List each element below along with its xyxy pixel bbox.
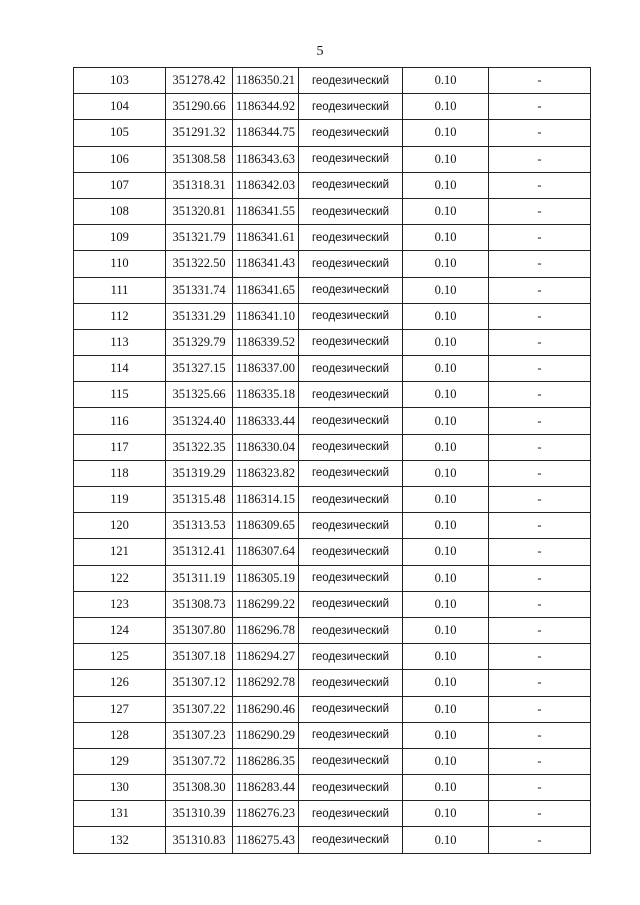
note-cell: - <box>489 670 591 696</box>
x-coordinate-cell: 351318.31 <box>166 172 233 198</box>
x-coordinate-cell: 351307.80 <box>166 617 233 643</box>
y-coordinate-cell: 1186292.78 <box>233 670 299 696</box>
method-cell: геодезический <box>299 539 403 565</box>
x-coordinate-cell: 351311.19 <box>166 565 233 591</box>
method-cell: геодезический <box>299 251 403 277</box>
x-coordinate-cell: 351319.29 <box>166 460 233 486</box>
method-cell: геодезический <box>299 382 403 408</box>
point-number-cell: 109 <box>74 225 166 251</box>
y-coordinate-cell: 1186335.18 <box>233 382 299 408</box>
note-cell: - <box>489 146 591 172</box>
table-row <box>74 801 591 827</box>
coordinates-table <box>73 67 591 854</box>
point-number-cell: 126 <box>74 670 166 696</box>
point-number-cell: 121 <box>74 539 166 565</box>
table-row <box>74 670 591 696</box>
table-row <box>74 644 591 670</box>
y-coordinate-cell: 1186307.64 <box>233 539 299 565</box>
table-row <box>74 356 591 382</box>
y-coordinate-cell: 1186330.04 <box>233 434 299 460</box>
note-cell: - <box>489 801 591 827</box>
y-coordinate-cell: 1186309.65 <box>233 513 299 539</box>
table-row <box>74 434 591 460</box>
note-cell: - <box>489 617 591 643</box>
point-number-cell: 129 <box>74 748 166 774</box>
table-row <box>74 198 591 224</box>
point-number-cell: 120 <box>74 513 166 539</box>
point-number-cell: 107 <box>74 172 166 198</box>
page-number: 5 <box>316 44 324 59</box>
accuracy-cell: 0.10 <box>403 565 489 591</box>
accuracy-cell: 0.10 <box>403 513 489 539</box>
method-cell: геодезический <box>299 565 403 591</box>
x-coordinate-cell: 351307.72 <box>166 748 233 774</box>
x-coordinate-cell: 351320.81 <box>166 198 233 224</box>
y-coordinate-cell: 1186341.43 <box>233 251 299 277</box>
table-row <box>74 696 591 722</box>
point-number-cell: 106 <box>74 146 166 172</box>
note-cell: - <box>489 198 591 224</box>
point-number-cell: 119 <box>74 487 166 513</box>
y-coordinate-cell: 1186296.78 <box>233 617 299 643</box>
accuracy-cell: 0.10 <box>403 434 489 460</box>
note-cell: - <box>489 94 591 120</box>
x-coordinate-cell: 351307.23 <box>166 722 233 748</box>
x-coordinate-cell: 351331.29 <box>166 303 233 329</box>
method-cell: геодезический <box>299 146 403 172</box>
method-cell: геодезический <box>299 172 403 198</box>
note-cell: - <box>489 696 591 722</box>
note-cell: - <box>489 591 591 617</box>
point-number-cell: 118 <box>74 460 166 486</box>
y-coordinate-cell: 1186343.63 <box>233 146 299 172</box>
accuracy-cell: 0.10 <box>403 748 489 774</box>
x-coordinate-cell: 351278.42 <box>166 68 233 94</box>
accuracy-cell: 0.10 <box>403 539 489 565</box>
point-number-cell: 117 <box>74 434 166 460</box>
point-number-cell: 110 <box>74 251 166 277</box>
method-cell: геодезический <box>299 94 403 120</box>
accuracy-cell: 0.10 <box>403 225 489 251</box>
y-coordinate-cell: 1186337.00 <box>233 356 299 382</box>
note-cell: - <box>489 382 591 408</box>
accuracy-cell: 0.10 <box>403 670 489 696</box>
accuracy-cell: 0.10 <box>403 68 489 94</box>
accuracy-cell: 0.10 <box>403 94 489 120</box>
method-cell: геодезический <box>299 68 403 94</box>
note-cell: - <box>489 460 591 486</box>
note-cell: - <box>489 408 591 434</box>
method-cell: геодезический <box>299 487 403 513</box>
method-cell: геодезический <box>299 748 403 774</box>
table-row <box>74 382 591 408</box>
x-coordinate-cell: 351313.53 <box>166 513 233 539</box>
y-coordinate-cell: 1186314.15 <box>233 487 299 513</box>
note-cell: - <box>489 513 591 539</box>
note-cell: - <box>489 434 591 460</box>
accuracy-cell: 0.10 <box>403 172 489 198</box>
point-number-cell: 130 <box>74 775 166 801</box>
x-coordinate-cell: 351308.58 <box>166 146 233 172</box>
accuracy-cell: 0.10 <box>403 198 489 224</box>
y-coordinate-cell: 1186341.55 <box>233 198 299 224</box>
x-coordinate-cell: 351307.18 <box>166 644 233 670</box>
y-coordinate-cell: 1186323.82 <box>233 460 299 486</box>
accuracy-cell: 0.10 <box>403 146 489 172</box>
point-number-cell: 128 <box>74 722 166 748</box>
x-coordinate-cell: 351307.22 <box>166 696 233 722</box>
x-coordinate-cell: 351329.79 <box>166 329 233 355</box>
point-number-cell: 123 <box>74 591 166 617</box>
accuracy-cell: 0.10 <box>403 329 489 355</box>
note-cell: - <box>489 329 591 355</box>
table-row <box>74 513 591 539</box>
accuracy-cell: 0.10 <box>403 775 489 801</box>
table-row <box>74 487 591 513</box>
y-coordinate-cell: 1186276.23 <box>233 801 299 827</box>
accuracy-cell: 0.10 <box>403 120 489 146</box>
x-coordinate-cell: 351325.66 <box>166 382 233 408</box>
table-row <box>74 591 591 617</box>
y-coordinate-cell: 1186341.61 <box>233 225 299 251</box>
accuracy-cell: 0.10 <box>403 696 489 722</box>
note-cell: - <box>489 225 591 251</box>
method-cell: геодезический <box>299 225 403 251</box>
y-coordinate-cell: 1186341.10 <box>233 303 299 329</box>
point-number-cell: 131 <box>74 801 166 827</box>
x-coordinate-cell: 351290.66 <box>166 94 233 120</box>
x-coordinate-cell: 351322.35 <box>166 434 233 460</box>
table-row <box>74 408 591 434</box>
note-cell: - <box>489 251 591 277</box>
method-cell: геодезический <box>299 460 403 486</box>
y-coordinate-cell: 1186290.46 <box>233 696 299 722</box>
y-coordinate-cell: 1186290.29 <box>233 722 299 748</box>
point-number-cell: 132 <box>74 827 166 853</box>
table-row <box>74 68 591 94</box>
note-cell: - <box>489 748 591 774</box>
table-row <box>74 120 591 146</box>
table-row <box>74 748 591 774</box>
table-row <box>74 172 591 198</box>
method-cell: геодезический <box>299 591 403 617</box>
accuracy-cell: 0.10 <box>403 487 489 513</box>
y-coordinate-cell: 1186299.22 <box>233 591 299 617</box>
table-row <box>74 146 591 172</box>
method-cell: геодезический <box>299 356 403 382</box>
note-cell: - <box>489 775 591 801</box>
table-row <box>74 827 591 853</box>
method-cell: геодезический <box>299 827 403 853</box>
accuracy-cell: 0.10 <box>403 408 489 434</box>
y-coordinate-cell: 1186286.35 <box>233 748 299 774</box>
point-number-cell: 105 <box>74 120 166 146</box>
note-cell: - <box>489 539 591 565</box>
table-row <box>74 539 591 565</box>
note-cell: - <box>489 487 591 513</box>
x-coordinate-cell: 351307.12 <box>166 670 233 696</box>
table-row <box>74 225 591 251</box>
accuracy-cell: 0.10 <box>403 460 489 486</box>
accuracy-cell: 0.10 <box>403 303 489 329</box>
accuracy-cell: 0.10 <box>403 617 489 643</box>
point-number-cell: 108 <box>74 198 166 224</box>
method-cell: геодезический <box>299 198 403 224</box>
y-coordinate-cell: 1186341.65 <box>233 277 299 303</box>
method-cell: геодезический <box>299 434 403 460</box>
y-coordinate-cell: 1186305.19 <box>233 565 299 591</box>
method-cell: геодезический <box>299 722 403 748</box>
y-coordinate-cell: 1186344.92 <box>233 94 299 120</box>
point-number-cell: 111 <box>74 277 166 303</box>
x-coordinate-cell: 351315.48 <box>166 487 233 513</box>
y-coordinate-cell: 1186350.21 <box>233 68 299 94</box>
table-row <box>74 277 591 303</box>
y-coordinate-cell: 1186333.44 <box>233 408 299 434</box>
note-cell: - <box>489 277 591 303</box>
x-coordinate-cell: 351312.41 <box>166 539 233 565</box>
note-cell: - <box>489 172 591 198</box>
x-coordinate-cell: 351331.74 <box>166 277 233 303</box>
x-coordinate-cell: 351310.39 <box>166 801 233 827</box>
note-cell: - <box>489 68 591 94</box>
note-cell: - <box>489 120 591 146</box>
x-coordinate-cell: 351291.32 <box>166 120 233 146</box>
method-cell: геодезический <box>299 644 403 670</box>
method-cell: геодезический <box>299 775 403 801</box>
accuracy-cell: 0.10 <box>403 722 489 748</box>
y-coordinate-cell: 1186342.03 <box>233 172 299 198</box>
note-cell: - <box>489 722 591 748</box>
x-coordinate-cell: 351324.40 <box>166 408 233 434</box>
y-coordinate-cell: 1186339.52 <box>233 329 299 355</box>
method-cell: геодезический <box>299 696 403 722</box>
point-number-cell: 113 <box>74 329 166 355</box>
note-cell: - <box>489 565 591 591</box>
y-coordinate-cell: 1186344.75 <box>233 120 299 146</box>
table-row <box>74 565 591 591</box>
method-cell: геодезический <box>299 120 403 146</box>
accuracy-cell: 0.10 <box>403 356 489 382</box>
method-cell: геодезический <box>299 277 403 303</box>
point-number-cell: 125 <box>74 644 166 670</box>
accuracy-cell: 0.10 <box>403 251 489 277</box>
accuracy-cell: 0.10 <box>403 644 489 670</box>
point-number-cell: 103 <box>74 68 166 94</box>
method-cell: геодезический <box>299 329 403 355</box>
accuracy-cell: 0.10 <box>403 382 489 408</box>
point-number-cell: 116 <box>74 408 166 434</box>
method-cell: геодезический <box>299 801 403 827</box>
method-cell: геодезический <box>299 303 403 329</box>
method-cell: геодезический <box>299 408 403 434</box>
note-cell: - <box>489 644 591 670</box>
y-coordinate-cell: 1186294.27 <box>233 644 299 670</box>
note-cell: - <box>489 303 591 329</box>
note-cell: - <box>489 356 591 382</box>
coordinates-table-body <box>74 68 591 854</box>
x-coordinate-cell: 351310.83 <box>166 827 233 853</box>
method-cell: геодезический <box>299 617 403 643</box>
table-row <box>74 303 591 329</box>
x-coordinate-cell: 351327.15 <box>166 356 233 382</box>
table-row <box>74 94 591 120</box>
point-number-cell: 127 <box>74 696 166 722</box>
accuracy-cell: 0.10 <box>403 591 489 617</box>
point-number-cell: 124 <box>74 617 166 643</box>
x-coordinate-cell: 351321.79 <box>166 225 233 251</box>
point-number-cell: 114 <box>74 356 166 382</box>
x-coordinate-cell: 351308.73 <box>166 591 233 617</box>
point-number-cell: 112 <box>74 303 166 329</box>
accuracy-cell: 0.10 <box>403 277 489 303</box>
method-cell: геодезический <box>299 670 403 696</box>
point-number-cell: 122 <box>74 565 166 591</box>
x-coordinate-cell: 351322.50 <box>166 251 233 277</box>
accuracy-cell: 0.10 <box>403 827 489 853</box>
table-row <box>74 617 591 643</box>
table-row <box>74 460 591 486</box>
table-row <box>74 775 591 801</box>
table-row <box>74 251 591 277</box>
method-cell: геодезический <box>299 513 403 539</box>
x-coordinate-cell: 351308.30 <box>166 775 233 801</box>
accuracy-cell: 0.10 <box>403 801 489 827</box>
y-coordinate-cell: 1186283.44 <box>233 775 299 801</box>
y-coordinate-cell: 1186275.43 <box>233 827 299 853</box>
point-number-cell: 115 <box>74 382 166 408</box>
table-row <box>74 722 591 748</box>
point-number-cell: 104 <box>74 94 166 120</box>
table-row <box>74 329 591 355</box>
note-cell: - <box>489 827 591 853</box>
